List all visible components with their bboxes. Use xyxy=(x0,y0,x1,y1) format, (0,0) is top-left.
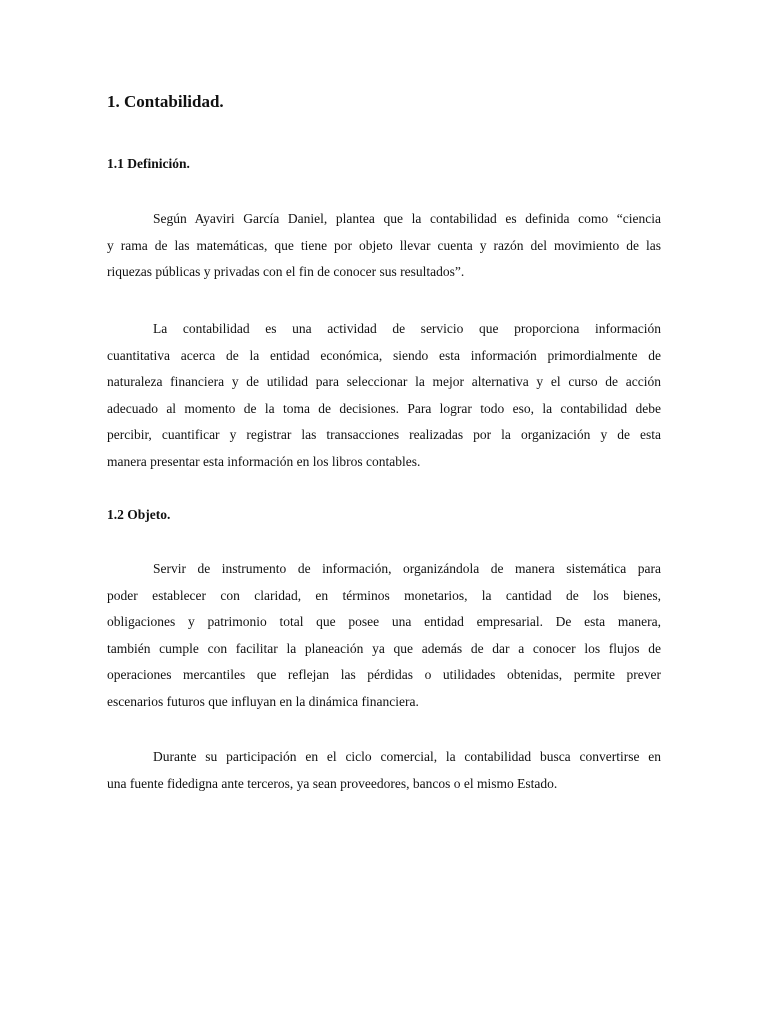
paragraph-line: Según Ayaviri García Daniel, plantea que la contabilidad es definida como “ciencia xyxy=(153,211,661,226)
paragraph-definicion-cita xyxy=(107,206,661,286)
paragraph-definicion-actividad xyxy=(107,316,661,475)
paragraph-line: manera presentar esta información en los libros contables. xyxy=(107,453,421,469)
paragraph-line: obligaciones y patrimonio total que posee una entidad empresarial. De esta manera, xyxy=(107,614,661,629)
paragraph-line: también cumple con facilitar la planeación ya que además de dar a conocer los flujos de xyxy=(107,640,661,656)
paragraph-line: Servir de instrumento de información, organizándola de manera sistemática para xyxy=(153,561,661,576)
paragraph-line: poder establecer con claridad, en términos monetarios, la cantidad de los bienes, xyxy=(107,587,661,603)
paragraph-line: operaciones mercantiles que reflejan las pérdidas o utilidades obtenidas, permite prever xyxy=(107,667,661,682)
paragraph-line: escenarios futuros que influyan en la dinámica financiera. xyxy=(107,693,419,709)
paragraph-line: La contabilidad es una actividad de servicio que proporciona información xyxy=(153,321,661,336)
paragraph-objeto-ciclo xyxy=(107,744,661,797)
paragraph-line: y rama de las matemáticas, que tiene por objeto llevar cuenta y razón del movimiento de las xyxy=(107,237,661,253)
paragraph-line: riquezas públicas y privadas con el fin de conocer sus resultados”. xyxy=(107,264,465,279)
paragraph-line: percibir, cuantificar y registrar las transacciones realizadas por la organización y de esta xyxy=(107,427,661,442)
section-heading-objeto: 1.2 Objeto. xyxy=(107,507,171,522)
paragraph-line: Durante su participación en el ciclo comercial, la contabilidad busca convertirse en xyxy=(153,749,661,764)
section-heading-definicion: 1.1 Definición. xyxy=(107,156,190,171)
document-title: 1. Contabilidad. xyxy=(107,92,224,111)
paragraph-line: cuantitativa acerca de la entidad económica, siendo esta información primordialmente de xyxy=(107,347,661,363)
paragraph-line: una fuente fidedigna ante terceros, ya sean proveedores, bancos o el mismo Estado. xyxy=(107,775,558,791)
paragraph-line: adecuado al momento de la toma de decisiones. Para lograr todo eso, la contabilidad debe xyxy=(107,400,661,416)
paragraph-line: naturaleza financiera y de utilidad para seleccionar la mejor alternativa y el curso de acción xyxy=(107,374,661,389)
paragraph-objeto-instrumento xyxy=(107,556,661,715)
